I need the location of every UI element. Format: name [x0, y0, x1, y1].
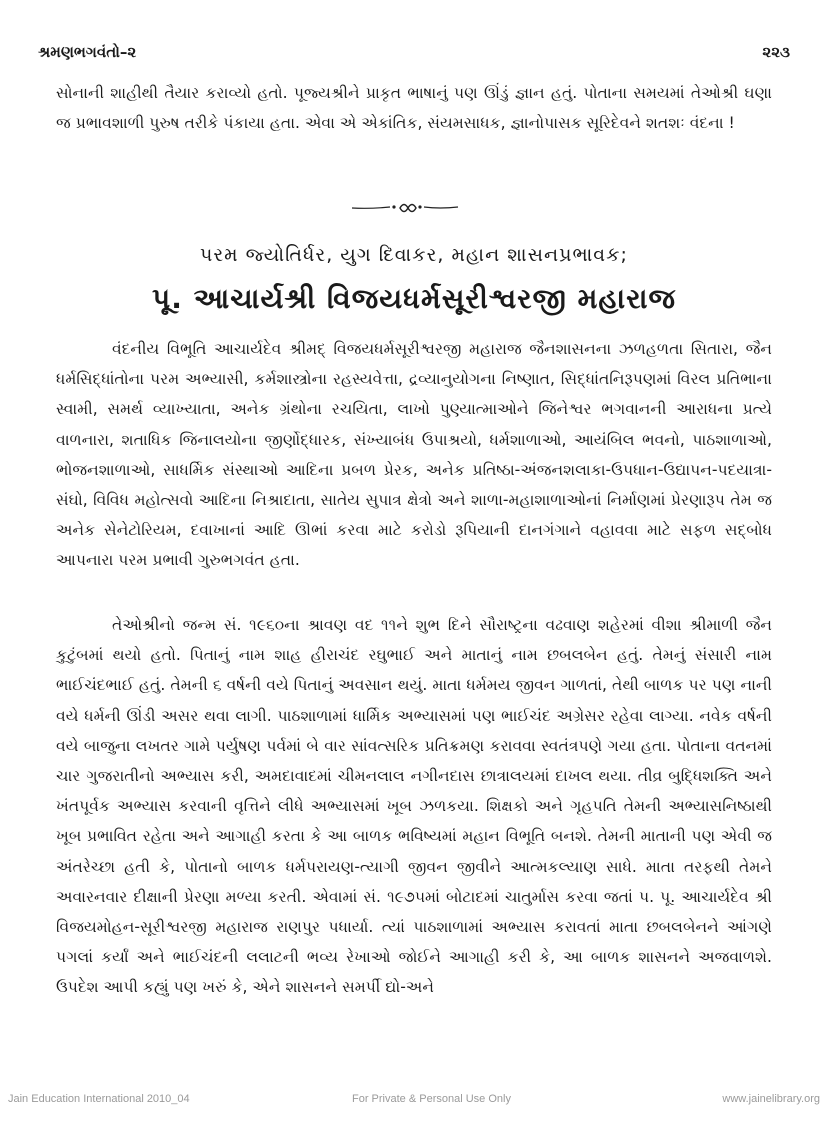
footer-usage-note: For Private & Personal Use Only: [352, 1093, 511, 1105]
intro-paragraph: [56, 78, 772, 138]
footer-website-link[interactable]: www.jainelibrary.org: [722, 1093, 820, 1105]
paragraph-text: વંદનીય વિભૂતિ આચાર્યદેવ શ્રીમદ્ વિજયધર્મસૂરીશ્વરજી મહારાજ જૈનશાસનના ઝળહળતા સિતારા, જૈન ધર્મસિદ્ધાંતોના પરમ અભ્યાસી, કર્મશાસ્ત્રોના રહસ્યવેત્તા, દ્રવ્યાનુયોગના નિષ્ણાત, સિદ્ધાંતનિરૂપણમાં વિરલ પ્રતિભાના સ્વામી, સમર્થ વ્યાખ્યાતા, અનેક ગ્રંથોના રચયિતા, લાખો પુણ્યાત્માઓને જિનેશ્વર ભગવાનની આરાધના પ્રત્યે વાળનારા, શતાધિક જિનાલયોના જીર્ણોદ્ધારક, સંખ્યાબંધ ઉપાશ્રયો, ધર્મશાળાઓ, આયંબિલ ભવનો, પાઠશાળાઓ, ભોજનશાળાઓ, સાધર્મિક સંસ્થાઓ આદિના પ્રબળ પ્રેરક, અનેક પ્રતિષ્ઠા-અંજનશલાકા-ઉપધાન-ઉદ્યાપન-પદયાત્રા-સંઘો, વિવિધ મહોત્સવો આદિના નિશ્રાદાતા, સાતેય સુપાત્ર ક્ષેત્રો અને શાળા-મહાશાળાઓનાં નિર્માણમાં પ્રેરણારૂપ તેમ જ અનેક સેનેટોરિયમ, દવાખાનાં આદિ ઊભાં કરવા માટે કરોડો રૂપિયાની દાનગંગાને વહાવવા માટે સફળ સદ્બોધ આપનારા પરમ પ્રભાવી ગુરુભગવંત હતા.: [56, 340, 772, 570]
running-title: શ્રમણભગવંતો–૨: [38, 43, 137, 61]
decorative-divider-icon: [350, 199, 460, 215]
article-title: પૂ. આચાર્યશ્રી વિજયધર્મસૂરીશ્વરજી મહારાજ: [152, 282, 676, 315]
page-header: [38, 40, 790, 64]
page-number: ૨૨૩: [762, 43, 790, 61]
intro-text: સોનાની શાહીથી તૈયાર કરાવ્યો હતો. પૂજ્યશ્રીને પ્રાકૃત ભાષાનું પણ ઊંડું જ્ઞાન હતું. પોતાના સમયમાં તેઓશ્રી ઘણા જ પ્રભાવશાળી પુરુષ તરીકે પંકાયા હતા. એવા એ એકાંતિક, સંયમસાધક, જ્ઞાનોપાસક સૂરિદેવને શતશઃ વંદના !: [56, 84, 772, 133]
footer-publisher: Jain Education International 2010_04: [8, 1093, 190, 1105]
article-subtitle: પરમ જ્યોતિર્ધર, યુગ દિવાકર, મહાન શાસનપ્રભાવક;: [200, 244, 628, 266]
article-paragraph-1: [56, 334, 772, 576]
article-paragraph-2: [56, 610, 772, 1003]
paragraph-text: તેઓશ્રીનો જન્મ સં. ૧૯૬૦ના શ્રાવણ વદ ૧૧ને શુભ દિને સૌરાષ્ટ્રના વઢવાણ શહેરમાં વીશા શ્રીમાળી જૈન કુટુંબમાં થયો હતો. પિતાનું નામ શાહ હીરાચંદ રઘુભાઈ અને માતાનું નામ છબલબેન હતું. તેમનું સંસારી નામ ભાઈચંદભાઈ હતું. તેમની ૬ વર્ષની વયે પિતાનું અવસાન થયું. માતા ધર્મમય જીવન ગાળતાં, તેથી બાળક પર પણ નાની વયે ધર્મની ઊંડી અસર થવા લાગી. પાઠશાળામાં ધાર્મિક અભ્યાસમાં પણ ભાઈચંદ અગ્રેસર રહેવા લાગ્યા. નવેક વર્ષની વયે બાજુના લખતર ગામે પર્યુષણ પર્વમાં બે વાર સાંવત્સરિક પ્રતિક્રમણ કરાવવા સ્વતંત્રપણે ગયા હતા. પોતાના વતનમાં ચાર ગુજરાતીનો અભ્યાસ કરી, અમદાવાદમાં ચીમનલાલ નગીનદાસ છાત્રાલયમાં દાખલ થયા. તીવ્ર બુદ્ધિશક્તિ અને ખંતપૂર્વક અભ્યાસ કરવાની વૃત્તિને લીધે અભ્યાસમાં ખૂબ ઝળકયા. શિક્ષકો અને ગૃહપતિ તેમની અભ્યાસનિષ્ઠાથી ખૂબ પ્રભાવિત રહેતા અને આગાહી કરતા કે આ બાળક ભવિષ્યમાં મહાન વિભૂતિ બનશે. તેમની માતાની પણ એવી જ અંતરેચ્છા હતી કે, પોતાનો બાળક ધર્મપરાયણ-ત્યાગી જીવન જીવીને આત્મકલ્યાણ સાધે. માતા તરફથી તેમને અવારનવાર દીક્ષાની પ્રેરણા મળ્યા કરતી. એવામાં સં. ૧૯૭૫માં બોટાદમાં ચાતુર્માસ કરવા જતાં પ. પૂ. આચાર્યદેવ શ્રી વિજયમોહન-સૂરીશ્વરજી મહારાજ રાણપુર પધાર્યા. ત્યાં પાઠશાળામાં અભ્યાસ કરાવતાં માતા છબલબેનને આંગણે પગલાં કર્યાં અને ભાઈચંદની લલાટની ભવ્ય રેખાઓ જોઈને આગાહી કરી કે, આ બાળક શાસનને અજવાળશે. ઉપદેશ આપી કહ્યું પણ ખરું કે, એને શાસનને સમર્પી દ્યો-અને: [56, 616, 772, 997]
page-footer: [8, 1093, 820, 1109]
